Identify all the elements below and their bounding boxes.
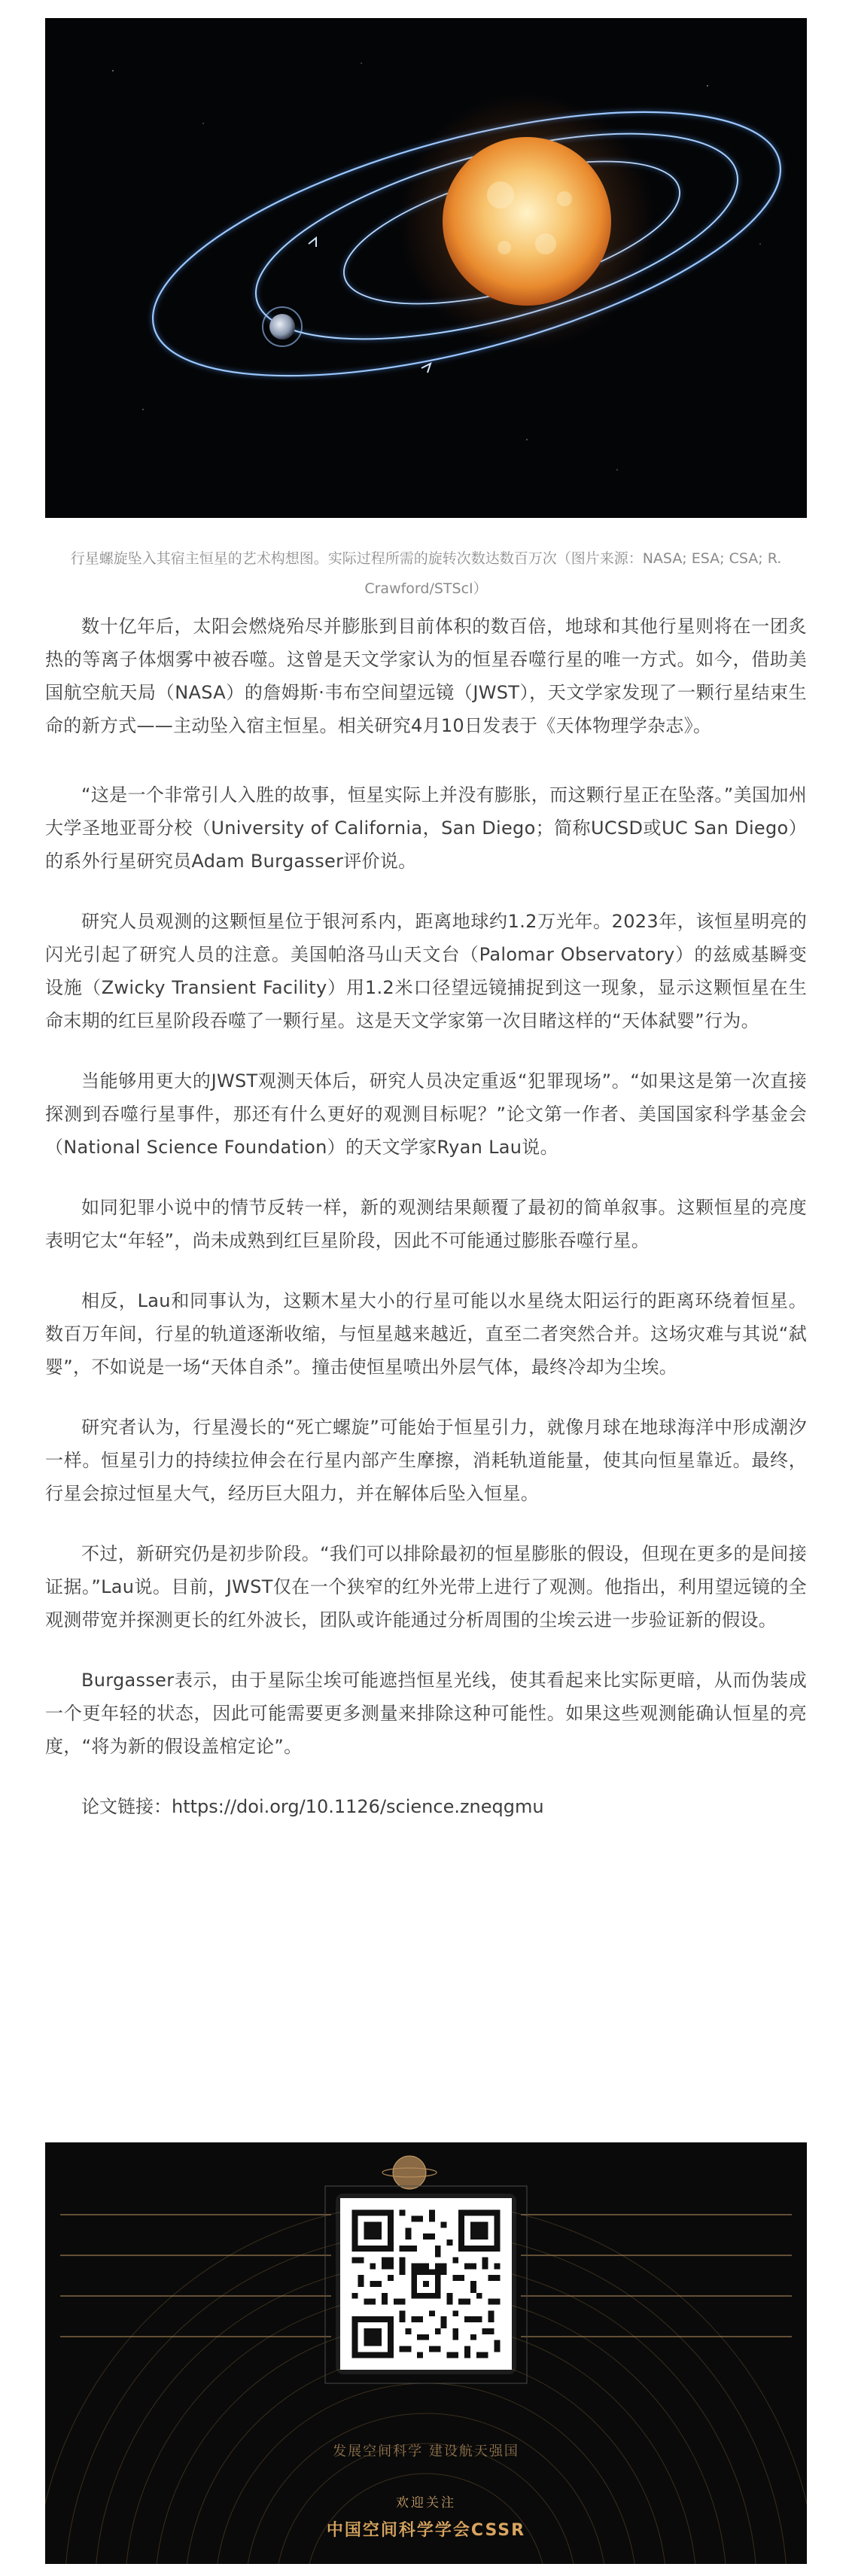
qr-code-icon xyxy=(340,2198,512,2370)
footer-banner xyxy=(45,2142,807,2564)
paragraph-5: 如同犯罪小说中的情节反转一样，新的观测结果颠覆了最初的简单叙事。这颗恒星的亮度表明它太“年轻”，尚未成熟到红巨星阶段，因此不可能通过膨胀吞噬行星。 xyxy=(45,1197,807,1251)
paragraph-7: 研究者认为，行星漫长的“死亡螺旋”可能始于恒星引力，就像月球在地球海洋中形成潮汐一样。恒星引力的持续拉伸会在行星内部产生摩擦，消耗轨道能量，使其向恒星靠近。最终，行星会掠过恒星大气，经历巨大阻力，并在解体后坠入恒星。 xyxy=(45,1417,807,1504)
paper-link[interactable]: https://doi.org/10.1126/science.zneqgmu xyxy=(172,1796,544,1817)
paragraph-9: Burgasser表示，由于星际尘埃可能遮挡恒星光线，使其看起来比实际更暗，从而伪装成一个更年轻的状态，因此可能需要更多测量来排除这种可能性。如果这些观测能确认恒星的亮度，“将为新的假设盖棺定论”。 xyxy=(45,1670,807,1757)
star-orbit-illustration xyxy=(45,18,807,518)
paragraph-1: 数十亿年后，太阳会燃烧殆尽并膨胀到目前体积的数百倍，地球和其他行星则将在一团炙热的等离子体烟雾中被吞噬。这曾是天文学家认为的恒星吞噬行星的唯一方式。如今，借助美国航空航天局（NASA）的詹姆斯·韦布空间望远镜（JWST），天文学家发现了一颗行星结束生命的新方式——主动坠入宿主恒星。相关研究4月10日发表于《天体物理学杂志》。 xyxy=(45,616,807,736)
paper-link-label: 论文链接： xyxy=(81,1796,172,1817)
footer-organization-name: 中国空间科学学会CSSR xyxy=(326,2521,526,2540)
paragraph-6: 相反，Lau和同事认为，这颗木星大小的行星可能以水星绕太阳运行的距离环绕着恒星。数百万年间，行星的轨道逐渐收缩，与恒星越来越近，直至二者突然合并。这场灾难与其说“弑婴”，不如说是一场“天体自杀”。撞击使恒星喷出外层气体，最终冷却为尘埃。 xyxy=(45,1290,807,1378)
hero-image xyxy=(45,18,807,518)
footer-slogan: 发展空间科学 建设航天强国 xyxy=(333,2444,519,2459)
paragraph-8: 不过，新研究仍是初步阶段。“我们可以排除最初的恒星膨胀的假设，但现在更多的是间接证据。”Lau说。目前，JWST仅在一个狭窄的红外光带上进行了观测。他指出，利用望远镜的全观测带宽并探测更长的红外波长，团队或许能通过分析周围的尘埃云进一步验证新的假设。 xyxy=(45,1543,807,1631)
footer-welcome: 欢迎关注 xyxy=(396,2495,456,2511)
paragraph-2: “这是一个非常引人入胜的故事，恒星实际上并没有膨胀，而这颗行星正在坠落。”美国加州大学圣地亚哥分校（University of California，San Diego；简称UCSD或UC San Diego）的系外行星研究员Adam Burgasser评价说。 xyxy=(45,784,807,872)
image-caption: 行星螺旋坠入其宿主恒星的艺术构想图。实际过程所需的旋转次数达数百万次（图片来源：NASA; ESA; CSA; R. Crawford/STScI） xyxy=(70,550,782,597)
paper-link-line xyxy=(45,1790,807,1823)
paragraph-4: 当能够用更大的JWST观测天体后，研究人员决定重返“犯罪现场”。“如果这是第一次直接探测到吞噬行星事件，那还有什么更好的观测目标呢？”论文第一作者、美国国家科学基金会（National Science Foundation）的天文学家Ryan Lau说。 xyxy=(45,1070,807,1158)
paragraph-3: 研究人员观测的这颗恒星位于银河系内，距离地球约1.2万光年。2023年，该恒星明亮的闪光引起了研究人员的注意。美国帕洛马山天文台（Palomar Observatory）的兹威基瞬变设施（Zwicky Transient Facility）用1.2米口径望远镜捕捉到这一现象，显示这颗恒星在生命末期的红巨星阶段吞噬了一颗行星。这是天文学家第一次目睹这样的“天体弑婴”行为。 xyxy=(45,911,807,1031)
article-body xyxy=(45,610,807,1823)
